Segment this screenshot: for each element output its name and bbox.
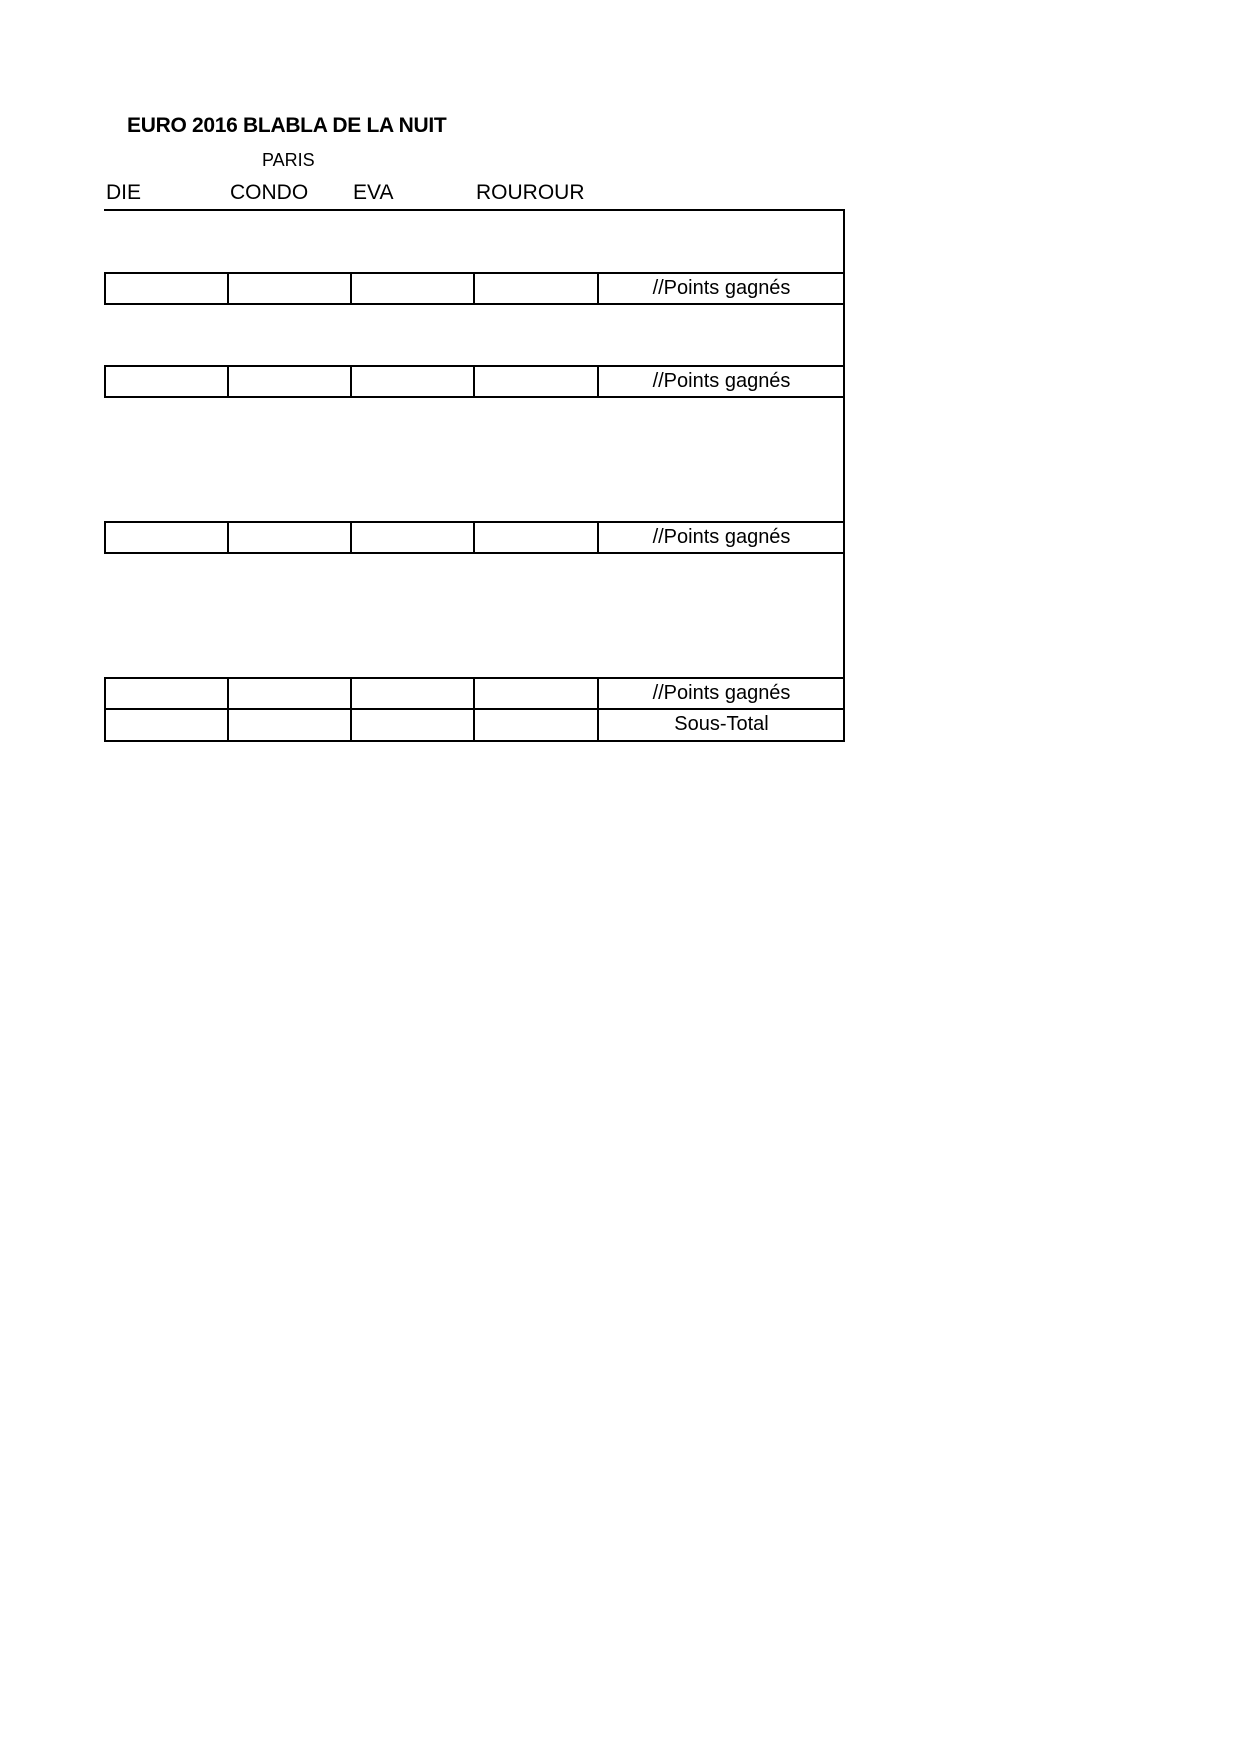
player-header-die: DIE bbox=[106, 181, 142, 204]
score-cell-condo-4[interactable] bbox=[229, 679, 350, 708]
player-header-eva: EVA bbox=[353, 181, 394, 204]
score-cell-rourour-3[interactable] bbox=[475, 523, 597, 552]
score-cell-die-1[interactable] bbox=[106, 274, 227, 303]
points-label-1: //Points gagnés bbox=[652, 277, 791, 299]
subtotal-label: Sous-Total bbox=[674, 713, 769, 735]
score-cell-condo-2[interactable] bbox=[229, 367, 350, 396]
score-cell-die-3[interactable] bbox=[106, 523, 227, 552]
grid-top-border bbox=[104, 209, 845, 211]
score-cell-rourour-4[interactable] bbox=[475, 679, 597, 708]
player-header-rourour: ROUROUR bbox=[476, 181, 585, 204]
score-cell-rourour-2[interactable] bbox=[475, 367, 597, 396]
score-cell-rourour-1[interactable] bbox=[475, 274, 597, 303]
sheet-title: EURO 2016 BLABLA DE LA NUIT bbox=[127, 114, 447, 137]
score-cell-eva-3[interactable] bbox=[352, 523, 473, 552]
score-cell-die-4[interactable] bbox=[106, 679, 227, 708]
subtotal-cell-rourour[interactable] bbox=[475, 710, 597, 740]
subtotal-cell-eva[interactable] bbox=[352, 710, 473, 740]
player-header-condo: CONDO bbox=[230, 181, 309, 204]
points-label-2: //Points gagnés bbox=[652, 370, 791, 392]
score-cell-condo-3[interactable] bbox=[229, 523, 350, 552]
score-cell-condo-1[interactable] bbox=[229, 274, 350, 303]
subtotal-cell-condo[interactable] bbox=[229, 710, 350, 740]
score-cell-eva-1[interactable] bbox=[352, 274, 473, 303]
points-label-4: //Points gagnés bbox=[652, 682, 791, 704]
score-cell-eva-4[interactable] bbox=[352, 679, 473, 708]
points-label-3: //Points gagnés bbox=[652, 526, 791, 548]
score-cell-eva-2[interactable] bbox=[352, 367, 473, 396]
score-cell-die-2[interactable] bbox=[106, 367, 227, 396]
sheet-subtitle: PARIS bbox=[262, 150, 315, 170]
subtotal-cell-die[interactable] bbox=[106, 710, 227, 740]
